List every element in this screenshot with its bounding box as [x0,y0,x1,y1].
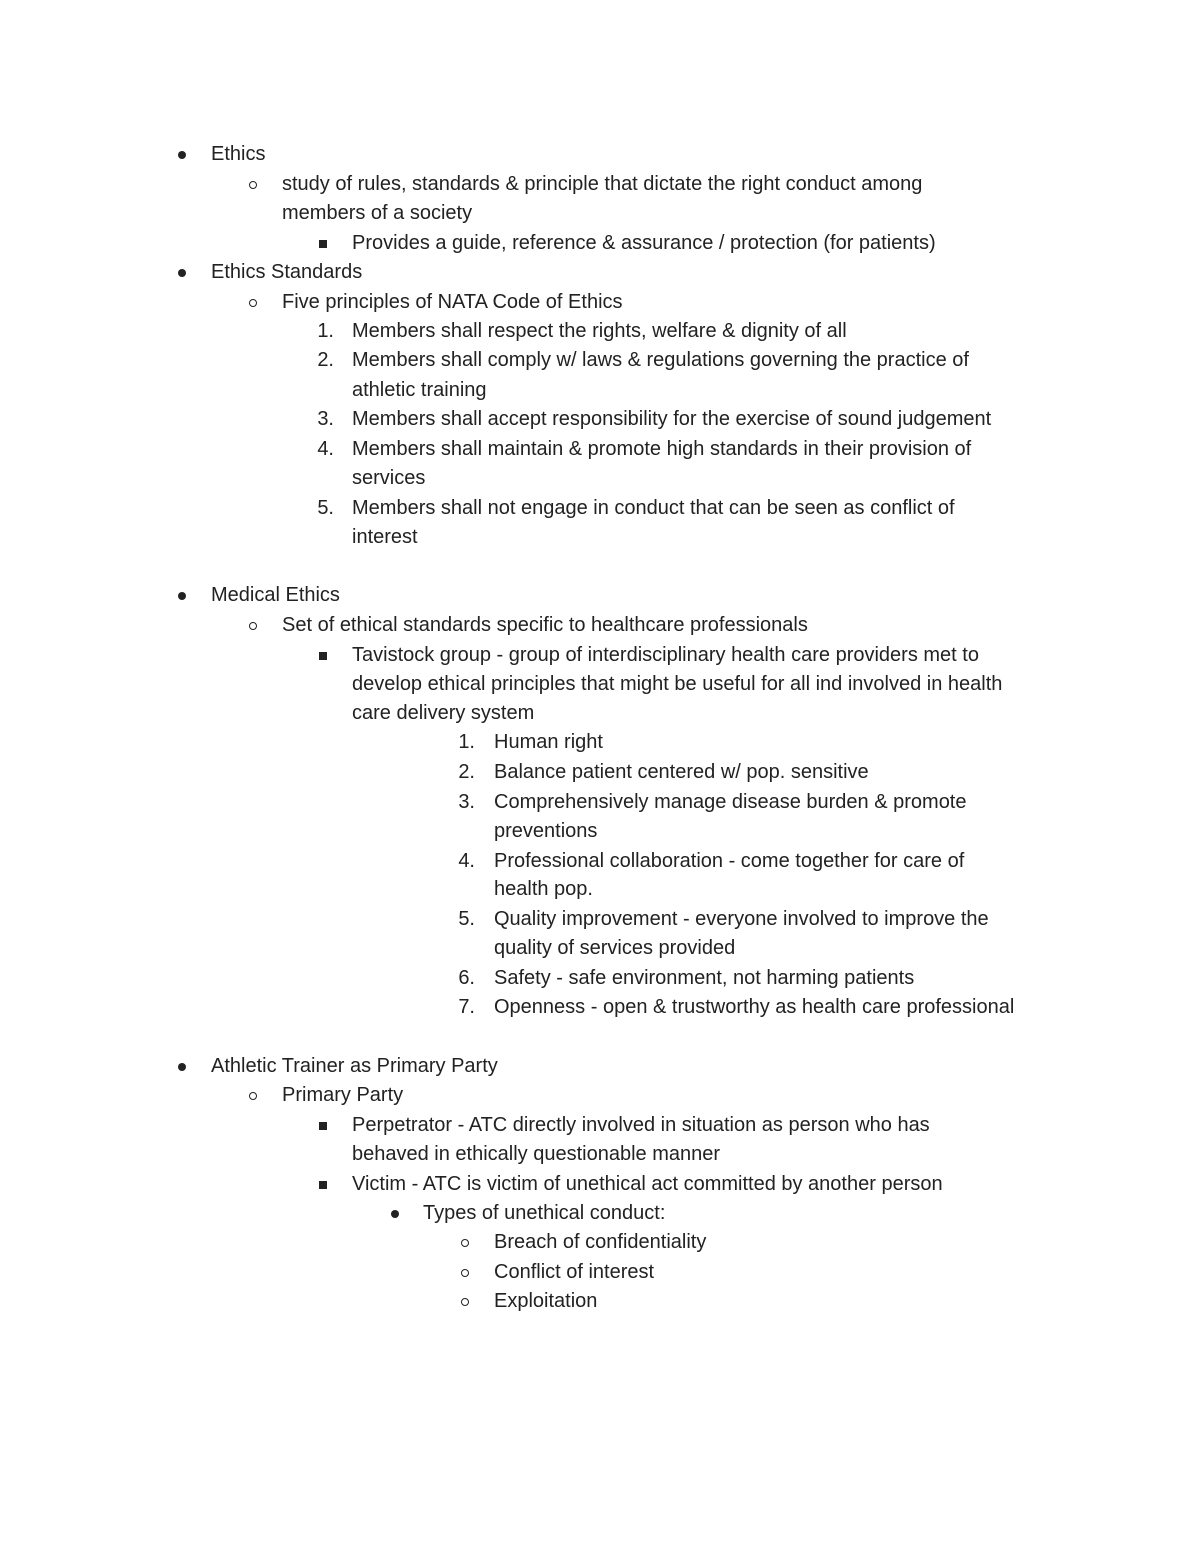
numbered-item [0,494,1200,524]
outline-item [0,1052,1200,1082]
bullet-square-icon [319,1122,327,1130]
outline-item [0,229,1200,259]
item-text: Exploitation [494,1290,598,1312]
bullet-filled-icon [178,592,186,600]
outline-item [0,258,1200,288]
numbered-item [0,758,1200,788]
item-text: behaved in ethically questionable manner [352,1143,721,1165]
item-text: Conflict of interest [494,1260,655,1283]
item-text: Provides a guide, reference & assurance / protection (for patients) [352,231,936,254]
outline-item-continuation [0,934,1200,964]
list-number: 1. [458,731,475,753]
outline-item [0,1199,1200,1229]
bullet-hollow-icon [461,1269,469,1277]
list-number: 3. [317,408,334,430]
item-text: Safety - safe environment, not harming patients [494,966,915,989]
bullet-filled-icon [391,1210,399,1218]
item-text: Members shall accept responsibility for the exercise of sound judgement [352,408,992,430]
item-text: Balance patient centered w/ pop. sensitive [494,760,869,783]
item-text: Openness - open & trustworthy as health care professional [494,996,1015,1018]
numbered-item [0,964,1200,994]
item-text: interest [352,525,418,548]
item-text: Tavistock group - group of interdisciplinary health care providers met to [352,643,979,666]
item-text: Members shall comply w/ laws & regulations governing the practice of [352,349,969,371]
item-text: Comprehensively manage disease burden & promote [494,790,967,813]
numbered-item [0,847,1200,877]
numbered-item [0,317,1200,347]
list-number: 1. [317,320,334,342]
list-number: 4. [317,437,334,460]
numbered-item [0,435,1200,465]
item-text: Perpetrator - ATC directly involved in situation as person who has [352,1113,930,1136]
item-text: Members shall maintain & promote high standards in their provision of [352,437,972,460]
outline-item-continuation [0,523,1200,553]
bullet-hollow-icon [249,622,257,630]
outline-item [0,1228,1200,1258]
item-text: Primary Party [282,1084,404,1106]
item-text: services [352,467,426,489]
item-text: health pop. [494,878,593,900]
outline-item [0,1287,1200,1317]
list-number: 5. [458,907,475,930]
item-text: Quality improvement - everyone involved to improve the [494,907,989,930]
item-text: Breach of confidentiality [494,1231,707,1253]
numbered-item [0,905,1200,935]
item-text: Members shall respect the rights, welfare & dignity of all [352,320,847,342]
item-text: quality of services provided [494,937,736,959]
bullet-hollow-icon [249,1092,257,1100]
heading-athletic-trainer: Athletic Trainer as Primary Party [211,1054,498,1077]
list-number: 5. [317,496,334,519]
outline-item [0,1111,1200,1141]
outline-item-continuation [0,699,1200,729]
item-text: Set of ethical standards specific to healthcare professionals [282,613,808,636]
numbered-item [0,405,1200,435]
outline-item [0,1170,1200,1200]
bullet-hollow-icon [461,1298,469,1306]
item-text: Members shall not engage in conduct that can be seen as conflict of [352,496,955,519]
item-text: Victim - ATC is victim of unethical act committed by another person [352,1172,943,1195]
item-text: Human right [494,731,603,753]
numbered-item [0,728,1200,758]
item-text: Types of unethical conduct: [423,1202,666,1224]
bullet-filled-icon [178,1063,186,1071]
numbered-item [0,993,1200,1023]
item-text: members of a society [282,202,473,224]
heading-medical-ethics: Medical Ethics [211,584,340,606]
outline-item-continuation [0,670,1200,700]
outline-item [0,1258,1200,1288]
bullet-filled-icon [178,269,186,277]
list-number: 2. [317,349,334,371]
item-text: preventions [494,820,598,842]
outline-item [0,170,1200,200]
outline-item [0,1081,1200,1111]
item-text: develop ethical principles that might be useful for all ind involved in health [352,673,1003,695]
item-text: Five principles of NATA Code of Ethics [282,290,623,313]
outline-item [0,581,1200,611]
outline-item-continuation [0,875,1200,905]
bullet-square-icon [319,652,327,660]
outline-item [0,611,1200,641]
item-text: Professional collaboration - come together for care of [494,849,965,872]
item-text: care delivery system [352,702,535,724]
heading-ethics: Ethics [211,143,266,165]
list-number: 7. [458,996,475,1018]
bullet-hollow-icon [249,299,257,307]
heading-ethics-standards: Ethics Standards [211,261,363,283]
outline-item [0,641,1200,671]
numbered-item [0,788,1200,818]
bullet-hollow-icon [461,1239,469,1247]
list-number: 3. [458,790,475,813]
list-number: 2. [458,760,475,783]
numbered-item [0,346,1200,376]
bullet-filled-icon [178,151,186,159]
outline-item-continuation [0,199,1200,229]
item-text: athletic training [352,378,487,401]
outline-item-continuation [0,1140,1200,1170]
outline-item [0,140,1200,170]
bullet-square-icon [319,1181,327,1189]
item-text: study of rules, standards & principle that dictate the right conduct among [282,172,923,195]
outline-item-continuation [0,464,1200,494]
list-number: 4. [458,849,475,872]
bullet-square-icon [319,240,327,248]
outline-item-continuation [0,817,1200,847]
bullet-hollow-icon [249,181,257,189]
list-number: 6. [458,966,475,989]
outline-item-continuation [0,376,1200,406]
outline-item [0,288,1200,318]
